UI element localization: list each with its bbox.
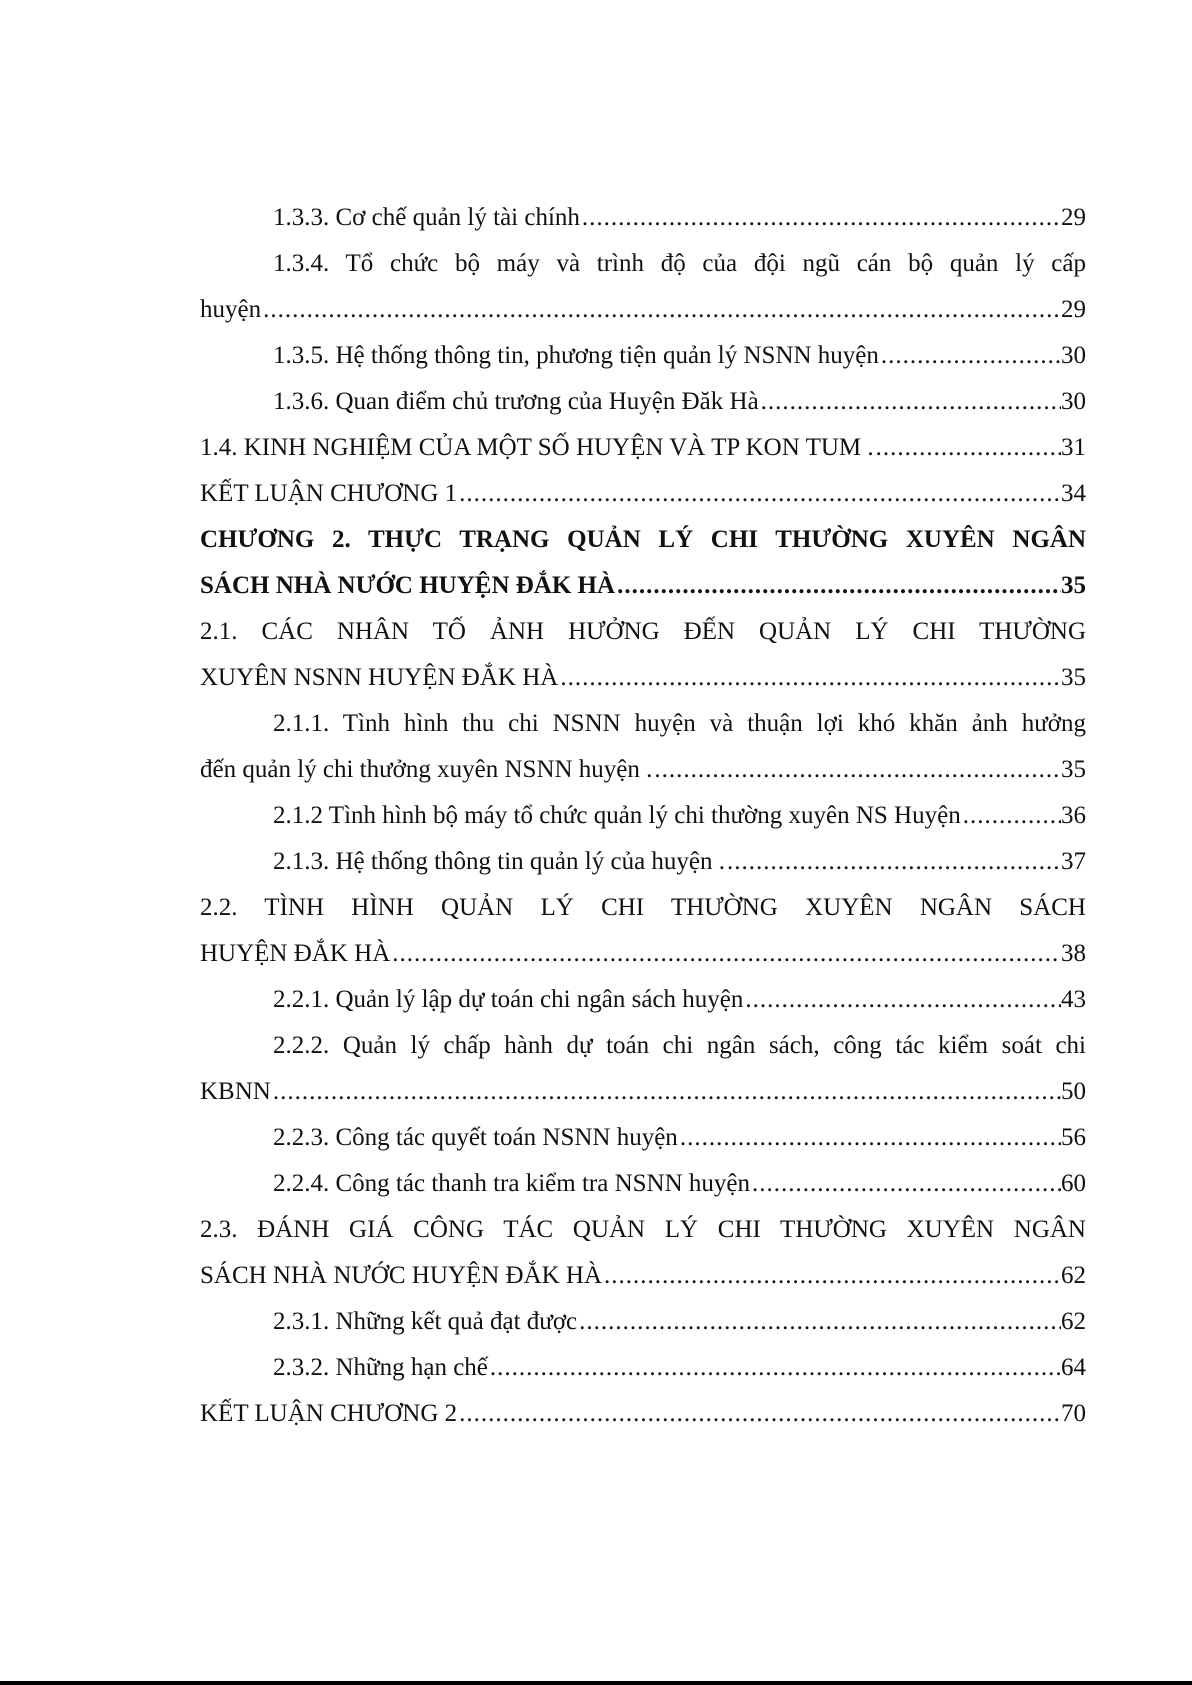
toc-page-number: 50: [1061, 1078, 1086, 1105]
toc-page-number: 34: [1061, 480, 1086, 507]
toc-page-number: 56: [1061, 1124, 1086, 1151]
toc-page-number: 30: [1061, 388, 1086, 415]
toc-entry-text: 1.3.5. Hệ thống thông tin, phương tiện quản lý NSNN huyện: [273, 342, 879, 369]
toc-entry-text: 1.3.6. Quan điểm chủ trương của Huyện Đăk Hà: [273, 388, 759, 415]
toc-entry-text: đến quản lý chi thưởng xuyên NSNN huyện .: [200, 756, 653, 783]
toc-entry-text: KBNN: [200, 1078, 271, 1105]
toc-page-number: 38: [1061, 940, 1086, 967]
dot-leader: [602, 1256, 1061, 1296]
dot-leader: [558, 658, 1061, 698]
dot-leader: [577, 1302, 1061, 1342]
toc-page-number: 70: [1061, 1400, 1086, 1427]
dot-leader: [390, 934, 1061, 974]
toc-page-number: 29: [1061, 296, 1086, 323]
toc-entry-text: HUYỆN ĐẮK HÀ: [200, 940, 391, 967]
toc-entry: [200, 290, 1086, 330]
dot-leader: [261, 290, 1061, 330]
toc-entry-text: 2.1.3. Hệ thống thông tin quản lý của huyện .: [273, 848, 726, 875]
toc-entry: [200, 198, 1086, 238]
dot-leader: [271, 1072, 1061, 1112]
toc-entry: [200, 1164, 1086, 1204]
toc-page-number: 36: [1061, 802, 1086, 829]
toc-entry: 1.3.4. Tổ chức bộ máy và trình độ của đội ngũ cán bộ quản lý cấp: [273, 250, 1086, 277]
toc-entry-text: 1.4. KINH NGHIỆM CỦA MỘT SỐ HUYỆN VÀ TP KON TUM .: [200, 434, 874, 461]
toc-entry: [200, 1348, 1086, 1388]
toc-entry-text: XUYÊN NSNN HUYỆN ĐẮK HÀ: [200, 664, 559, 691]
toc-entry-text: 2.2.3. Công tác quyết toán NSNN huyện: [273, 1124, 678, 1151]
dot-leader: [615, 566, 1061, 606]
toc-entry: 2.1. CÁC NHÂN TỐ ẢNH HƯỞNG ĐẾN QUẢN LÝ CHI THƯỜNG: [200, 618, 1086, 645]
toc-page-number: 35: [1061, 572, 1086, 599]
toc-entry: [200, 750, 1086, 790]
toc-entry: [200, 796, 1086, 836]
toc-chapter-heading: CHƯƠNG 2. THỰC TRẠNG QUẢN LÝ CHI THƯỜNG XUYÊN NGÂN: [200, 526, 1086, 553]
toc-page-number: 37: [1061, 848, 1086, 875]
toc-page-number: 62: [1061, 1308, 1086, 1335]
toc-page-number: 29: [1061, 204, 1086, 231]
toc-entry: [200, 934, 1086, 974]
toc-entry: [200, 842, 1086, 882]
toc-entry: 2.1.1. Tình hình thu chi NSNN huyện và thuận lợi khó khăn ảnh hưởng: [273, 710, 1086, 737]
toc-entry-text: SÁCH NHÀ NƯỚC HUYỆN ĐẮK HÀ: [200, 1262, 603, 1289]
toc-entry-text: KẾT LUẬN CHƯƠNG 2: [200, 1400, 458, 1427]
toc-entry-text: 2.3.1. Những kết quả đạt được: [273, 1308, 578, 1335]
toc-entry: [200, 658, 1086, 698]
toc-entry: [200, 1118, 1086, 1158]
toc-page-number: 43: [1061, 986, 1086, 1013]
toc-entry: 2.3. ĐÁNH GIÁ CÔNG TÁC QUẢN LÝ CHI THƯỜNG XUYÊN NGÂN: [200, 1216, 1086, 1243]
toc-page-number: 64: [1061, 1354, 1086, 1381]
toc-entry: [200, 566, 1086, 606]
dot-leader: [874, 428, 1061, 468]
toc-entry: [200, 336, 1086, 376]
toc-page-number: 62: [1061, 1262, 1086, 1289]
toc-entry-text: 2.1.2 Tình hình bộ máy tổ chức quản lý chi thường xuyên NS Huyện: [273, 802, 961, 829]
toc-entry: [200, 428, 1086, 468]
dot-leader: [759, 382, 1061, 422]
toc-entry-text: huyện: [200, 296, 262, 323]
toc-entry-text: 2.2.4. Công tác thanh tra kiểm tra NSNN huyện: [273, 1170, 750, 1197]
toc-entry: [200, 382, 1086, 422]
toc-page-number: 31: [1061, 434, 1086, 461]
dot-leader: [743, 980, 1061, 1020]
toc-entry-text: KẾT LUẬN CHƯƠNG 1: [200, 480, 458, 507]
dot-leader: [750, 1164, 1061, 1204]
dot-leader: [457, 1394, 1061, 1434]
dot-leader: [580, 198, 1061, 238]
toc-page-number: 35: [1061, 756, 1086, 783]
toc-page-number: 30: [1061, 342, 1086, 369]
dot-leader: [652, 750, 1061, 790]
toc-page-number: 35: [1061, 664, 1086, 691]
toc-entry: [200, 1256, 1086, 1296]
toc-entry: 2.2. TÌNH HÌNH QUẢN LÝ CHI THƯỜNG XUYÊN NGÂN SÁCH: [200, 894, 1086, 921]
dot-leader: [879, 336, 1061, 376]
dot-leader: [678, 1118, 1061, 1158]
toc-entry: 2.2.2. Quản lý chấp hành dự toán chi ngân sách, công tác kiểm soát chi: [273, 1032, 1086, 1059]
dot-leader: [457, 474, 1061, 514]
toc-entry: [200, 1072, 1086, 1112]
toc-entry-text: 2.3.2. Những hạn chế: [273, 1354, 488, 1381]
toc-entry-text: 1.3.3. Cơ chế quản lý tài chính: [273, 204, 580, 231]
toc-entry: [200, 474, 1086, 514]
toc-entry: [200, 1394, 1086, 1434]
toc-entry-text: SÁCH NHÀ NƯỚC HUYỆN ĐẮK HÀ: [200, 572, 616, 599]
toc-entry: [200, 980, 1086, 1020]
page-bottom-border: [0, 1681, 1192, 1685]
dot-leader: [488, 1348, 1061, 1388]
toc-entry: [200, 1302, 1086, 1342]
toc-entry-text: 2.2.1. Quản lý lập dự toán chi ngân sách huyện: [273, 986, 744, 1013]
toc-page-number: 60: [1061, 1170, 1086, 1197]
dot-leader: [961, 796, 1061, 836]
dot-leader: [725, 842, 1061, 882]
